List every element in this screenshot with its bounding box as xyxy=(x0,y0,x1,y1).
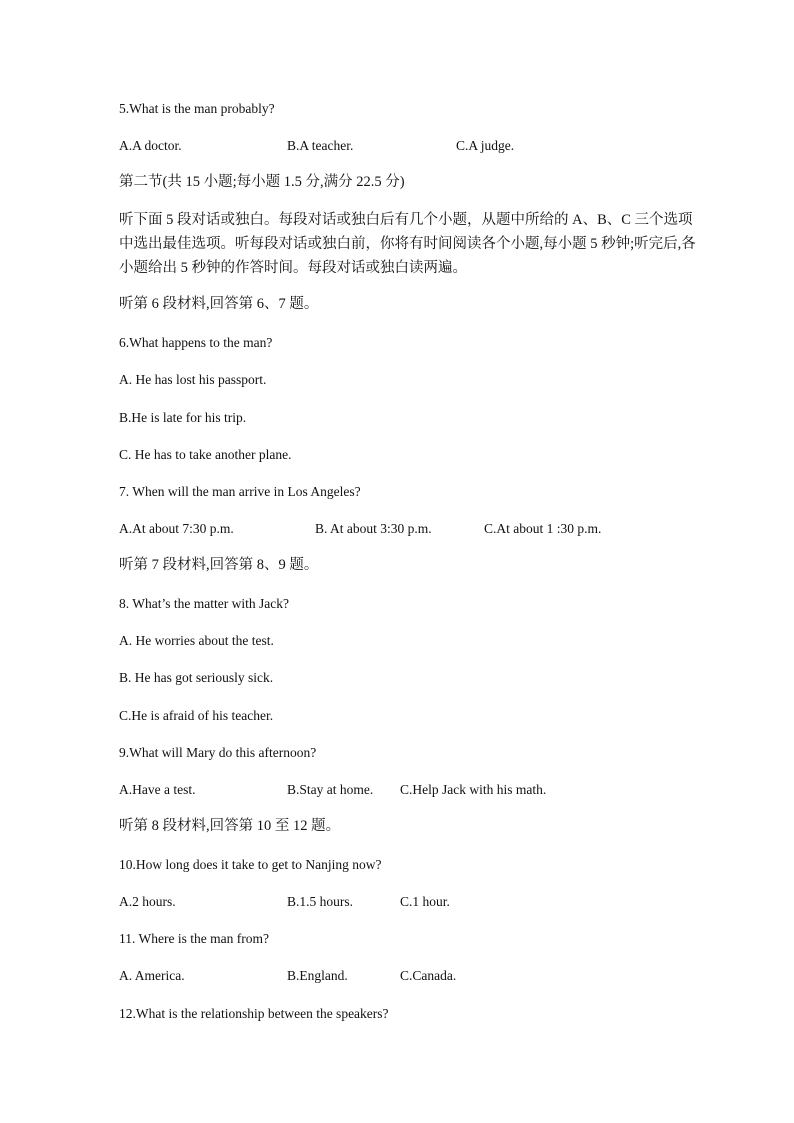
q10-option-a: A.2 hours. xyxy=(119,894,176,909)
q7-option-c: C.At about 1 :30 p.m. xyxy=(484,521,602,536)
material-6-heading: 听第 6 段材料,回答第 6、7 题。 xyxy=(119,296,319,312)
question-11: 11. Where is the man from? xyxy=(119,931,269,946)
q5-option-b: B.A teacher. xyxy=(287,138,354,153)
q11-option-c: C.Canada. xyxy=(400,968,457,983)
question-8: 8. What’s the matter with Jack? xyxy=(119,596,289,611)
q11-option-b: B.England. xyxy=(287,968,348,983)
question-10: 10.How long does it take to get to Nanjing now? xyxy=(119,857,382,872)
instruction-line: 小题给出 5 秒钟的作答时间。每段对话或独白读两遍。 xyxy=(119,260,467,276)
question-9: 9.What will Mary do this afternoon? xyxy=(119,745,317,760)
q5-option-a: A.A doctor. xyxy=(119,138,182,153)
section-instructions xyxy=(119,208,696,280)
section-2-header: 第二节(共 15 小题;每小题 1.5 分,满分 22.5 分) xyxy=(119,174,405,190)
question-12: 12.What is the relationship between the speakers? xyxy=(119,1006,389,1021)
material-8-heading: 听第 8 段材料,回答第 10 至 12 题。 xyxy=(119,818,341,834)
q6-option-c: C. He has to take another plane. xyxy=(119,447,292,462)
instruction-line: 中选出最佳选项。听每段对话或独白前，你将有时间阅读各个小题,每小题 5 秒钟;听完后,各 xyxy=(119,236,696,252)
q7-option-b: B. At about 3:30 p.m. xyxy=(315,521,432,536)
q9-option-a: A.Have a test. xyxy=(119,782,196,797)
q9-option-c: C.Help Jack with his math. xyxy=(400,782,547,797)
q11-option-a: A. America. xyxy=(119,968,185,983)
q5-option-c: C.A judge. xyxy=(456,138,515,153)
instruction-line: 听下面 5 段对话或独白。每段对话或独白后有几个小题，从题中所给的 A、B、C 三个选项 xyxy=(119,212,693,228)
question-5: 5.What is the man probably? xyxy=(119,101,275,116)
q6-option-a: A. He has lost his passport. xyxy=(119,372,267,387)
q7-option-a: A.At about 7:30 p.m. xyxy=(119,521,234,536)
q8-option-a: A. He worries about the test. xyxy=(119,633,274,648)
question-7: 7. When will the man arrive in Los Angeles? xyxy=(119,484,361,499)
q6-option-b: B.He is late for his trip. xyxy=(119,410,247,425)
q9-option-b: B.Stay at home. xyxy=(287,782,374,797)
question-6: 6.What happens to the man? xyxy=(119,335,273,350)
q8-option-c: C.He is afraid of his teacher. xyxy=(119,708,274,723)
q8-option-b: B. He has got seriously sick. xyxy=(119,670,274,685)
q10-option-c: C.1 hour. xyxy=(400,894,450,909)
material-7-heading: 听第 7 段材料,回答第 8、9 题。 xyxy=(119,557,319,573)
q10-option-b: B.1.5 hours. xyxy=(287,894,354,909)
